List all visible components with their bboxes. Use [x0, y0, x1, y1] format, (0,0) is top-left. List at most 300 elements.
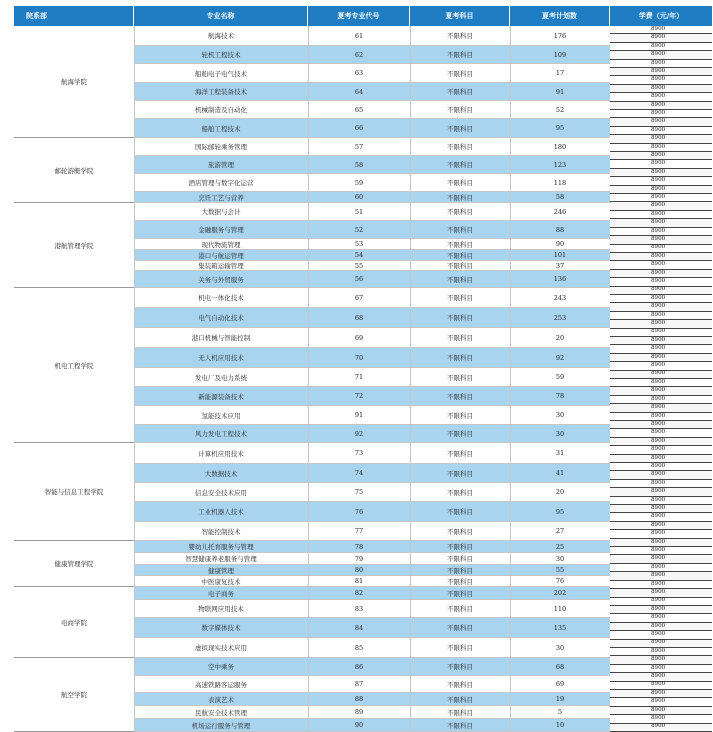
- plan-count-cell: 202: [553, 589, 567, 597]
- subject-cell: 不限科目: [447, 124, 473, 133]
- major-code-cell: 88: [354, 695, 364, 703]
- table-row: [134, 192, 610, 203]
- table-row: [134, 64, 610, 83]
- major-code-cell: 74: [354, 469, 364, 477]
- department-cell: 港航管理学院: [14, 203, 134, 288]
- major-code-cell: 75: [354, 488, 364, 496]
- major-name-cell: 氢能技术应用: [201, 411, 241, 420]
- fee-cell: 8900: [610, 455, 712, 463]
- fee-cell: 8900: [610, 135, 712, 143]
- major-name-cell: 港口机械与智能控制: [191, 334, 251, 342]
- major-code-cell: 63: [354, 69, 364, 77]
- major-name-cell: 集装箱运输管理: [198, 262, 244, 270]
- table-row: [134, 101, 610, 119]
- major-name-cell: 金融服务与管理: [198, 226, 244, 234]
- fee-cell: 8900: [610, 194, 712, 202]
- major-code-cell: 54: [354, 251, 364, 259]
- plan-count-cell: 30: [555, 554, 565, 563]
- table-row: [134, 26, 610, 46]
- fee-cell: 8900: [610, 68, 712, 76]
- subject-cell: 不限科目: [447, 624, 473, 632]
- table-row: [134, 156, 610, 174]
- fee-cell: 8900: [610, 690, 712, 698]
- subject-cell: 不限科目: [447, 449, 473, 458]
- major-name-cell: 计算机应用技术: [198, 449, 244, 458]
- major-code-cell: 60: [354, 193, 364, 201]
- major-name-cell: 关务与外贸服务: [198, 275, 244, 284]
- subject-cell: 不限科目: [447, 721, 473, 730]
- major-name-cell: 智慧健康养老服务与管理: [185, 555, 257, 563]
- plan-count-cell: 92: [555, 353, 565, 362]
- subject-cell: 不限科目: [447, 161, 473, 169]
- major-name-cell: 电气自动化技术: [198, 314, 244, 322]
- table-row: [134, 522, 610, 541]
- fee-cell: 8900: [610, 152, 712, 160]
- major-name-cell: 物联网应用技术: [198, 605, 244, 613]
- fee-cell: 8900: [610, 556, 712, 564]
- major-name-cell: 信息安全技术应用: [195, 488, 247, 497]
- subject-cell: 不限科目: [447, 527, 473, 536]
- major-code-cell: 67: [354, 293, 364, 302]
- plan-count-cell: 118: [553, 178, 567, 187]
- major-code-cell: 78: [354, 542, 364, 551]
- fee-cell: 8900: [610, 354, 712, 362]
- plan-count-cell: 123: [553, 160, 567, 169]
- fee-cell: 8900: [610, 102, 712, 110]
- fee-cell: 8900: [610, 245, 712, 253]
- major-name-cell: 民航安全技术管理: [195, 708, 247, 717]
- fee-cell: 8900: [610, 287, 712, 295]
- table-row: [134, 174, 610, 192]
- plan-count-cell: 10: [555, 721, 565, 729]
- department-cell: 电商学院: [14, 587, 134, 658]
- fee-cell: 8900: [610, 295, 712, 303]
- table-row: [134, 658, 610, 676]
- major-code-cell: 73: [354, 449, 364, 457]
- subject-cell: 不限科目: [447, 354, 473, 362]
- major-code-cell: 56: [354, 275, 364, 283]
- subject-cell: 不限科目: [447, 488, 473, 497]
- major-code-cell: 55: [354, 261, 364, 270]
- plan-count-cell: 17: [555, 69, 565, 77]
- table-row: [134, 261, 610, 271]
- plan-count-cell: 30: [555, 411, 565, 419]
- plan-count-cell: 88: [555, 225, 565, 234]
- subject-cell: 不限科目: [447, 275, 473, 284]
- major-code-cell: 90: [354, 721, 364, 729]
- major-code-cell: 82: [354, 589, 364, 597]
- subject-cell: 不限科目: [447, 680, 473, 689]
- subject-cell: 不限科目: [447, 392, 473, 401]
- table-row: [134, 288, 610, 308]
- major-code-cell: 58: [354, 160, 364, 169]
- fee-cell: 8900: [610, 648, 712, 656]
- column-divider: [134, 26, 135, 732]
- fee-cell: 8900: [610, 513, 712, 521]
- fee-cell: 8900: [610, 169, 712, 177]
- plan-count-cell: 55: [555, 566, 565, 574]
- subject-cell: 不限科目: [447, 334, 473, 342]
- major-name-cell: 酒店管理与数字化运营: [188, 179, 254, 187]
- plan-count-cell: 253: [553, 313, 567, 322]
- fee-cell: 8900: [610, 438, 712, 446]
- major-name-cell: 烹饪工艺与营养: [198, 193, 244, 202]
- fee-cell: 8900: [610, 589, 712, 597]
- table-row: [134, 443, 610, 464]
- major-code-cell: 85: [354, 643, 364, 652]
- major-code-cell: 70: [354, 353, 364, 362]
- major-name-cell: 表演艺术: [208, 695, 234, 704]
- subject-cell: 不限科目: [447, 193, 473, 202]
- subject-cell: 不限科目: [447, 314, 473, 322]
- department-cell: 航海学院: [14, 26, 134, 138]
- fee-cell: 8900: [610, 76, 712, 84]
- major-code-cell: 86: [354, 662, 364, 671]
- major-code-cell: 51: [354, 207, 364, 216]
- column-divider: [308, 26, 309, 732]
- subject-cell: 不限科目: [447, 251, 473, 260]
- fee-cell: 8900: [610, 43, 712, 51]
- major-name-cell: 现代物流管理: [201, 240, 241, 249]
- fee-cell: 8900: [610, 564, 712, 572]
- plan-count-cell: 69: [555, 680, 565, 688]
- department-cell: 航空学院: [14, 658, 134, 732]
- subject-cell: 不限科目: [447, 51, 473, 59]
- plan-count-cell: 19: [555, 695, 565, 703]
- fee-cell: 8900: [610, 598, 712, 606]
- fee-cell: 8900: [610, 614, 712, 622]
- plan-count-cell: 101: [553, 251, 567, 259]
- major-code-cell: 79: [354, 554, 364, 563]
- fee-cell: 8900: [610, 497, 712, 505]
- fee-cell: 8900: [610, 673, 712, 681]
- header-subject: 夏考科目: [410, 6, 510, 26]
- major-name-cell: 电子商务: [208, 589, 234, 598]
- major-code-cell: 71: [354, 373, 364, 381]
- major-name-cell: 工业机器人技术: [198, 508, 244, 516]
- fee-cell: 8900: [610, 337, 712, 345]
- table-row: [134, 119, 610, 138]
- table-row: [134, 565, 610, 576]
- major-name-cell: 无人机应用技术: [198, 354, 244, 362]
- fee-cell: 8900: [610, 623, 712, 631]
- table-row: [134, 239, 610, 250]
- plan-count-cell: 31: [555, 449, 565, 457]
- subject-cell: 不限科目: [447, 430, 473, 438]
- subject-cell: 不限科目: [447, 708, 473, 717]
- fee-cell: 8900: [610, 404, 712, 412]
- department-cell: 邮轮游艇学院: [14, 138, 134, 203]
- fee-cell: 8900: [610, 211, 712, 219]
- table-row: [134, 387, 610, 406]
- subject-cell: 不限科目: [447, 605, 473, 613]
- fee-cell: 8900: [610, 303, 712, 311]
- fee-cell: 8900: [610, 581, 712, 589]
- fee-cell: 8900: [610, 463, 712, 471]
- major-code-cell: 80: [354, 566, 364, 574]
- major-name-cell: 中医康复技术: [201, 577, 241, 586]
- fee-cell: 8900: [610, 253, 712, 261]
- major-name-cell: 智能控制技术: [201, 527, 241, 536]
- subject-cell: 不限科目: [447, 88, 473, 96]
- plan-count-cell: 20: [555, 488, 565, 496]
- fee-cell: 8900: [610, 320, 712, 328]
- plan-count-cell: 78: [555, 392, 565, 400]
- plan-count-cell: 25: [555, 542, 565, 551]
- subject-cell: 不限科目: [447, 106, 473, 114]
- major-name-cell: 大数据技术: [204, 469, 238, 478]
- plan-count-cell: 110: [553, 604, 567, 613]
- table-row: [134, 541, 610, 553]
- major-name-cell: 船舶工程技术: [201, 124, 241, 133]
- table-body: [14, 25, 712, 730]
- major-code-cell: 59: [354, 178, 364, 187]
- table-row: [134, 483, 610, 502]
- fee-cell: 8900: [610, 85, 712, 93]
- major-code-cell: 76: [354, 507, 364, 516]
- table-row: [134, 719, 610, 732]
- fee-cell: 8900: [610, 51, 712, 59]
- fee-cell: 8900: [610, 118, 712, 126]
- fee-cell: 8900: [610, 261, 712, 269]
- plan-count-cell: 135: [553, 623, 567, 632]
- major-name-cell: 船舶电子电气技术: [195, 69, 247, 78]
- major-code-cell: 57: [354, 142, 364, 151]
- subject-cell: 不限科目: [447, 644, 473, 652]
- plan-count-cell: 68: [555, 662, 565, 671]
- fee-cell: 8900: [610, 362, 712, 370]
- fee-cell: 8900: [610, 665, 712, 673]
- subject-cell: 不限科目: [447, 262, 473, 270]
- fee-cell: 8900: [610, 270, 712, 278]
- subject-cell: 不限科目: [447, 69, 473, 78]
- major-name-cell: 大数据与会计: [201, 208, 241, 216]
- fee-cell: 8900: [610, 110, 712, 118]
- fee-cell: 8900: [610, 228, 712, 236]
- major-code-cell: 61: [354, 31, 364, 40]
- subject-cell: 不限科目: [447, 695, 473, 704]
- table-row: [134, 368, 610, 387]
- fee-cell: 8900: [610, 127, 712, 135]
- major-code-cell: 53: [354, 240, 364, 248]
- fee-cell: 8900: [610, 278, 712, 286]
- major-name-cell: 海洋工程装备技术: [195, 88, 247, 96]
- major-name-cell: 旅游管理: [208, 161, 234, 169]
- department-cell: 机电工程学院: [14, 288, 134, 443]
- fee-cell: 8900: [610, 488, 712, 496]
- fee-cell: 8900: [610, 522, 712, 530]
- plan-count-cell: 30: [555, 429, 565, 438]
- header-code: 夏考专业代号: [308, 6, 410, 26]
- major-code-cell: 77: [354, 527, 364, 535]
- major-code-cell: 52: [354, 225, 364, 234]
- major-name-cell: 空中乘务: [208, 663, 234, 671]
- table-row: [134, 676, 610, 693]
- major-code-cell: 72: [354, 392, 364, 400]
- table-row: [134, 203, 610, 221]
- fee-cell: 8900: [610, 329, 712, 337]
- fee-cell: 8900: [610, 547, 712, 555]
- fee-cell: 8900: [610, 480, 712, 488]
- fee-cell: 8900: [610, 379, 712, 387]
- plan-count-cell: 41: [555, 469, 565, 477]
- fee-cell: 8900: [610, 640, 712, 648]
- header-major: 专业名称: [134, 6, 308, 26]
- plan-count-cell: 91: [555, 87, 565, 96]
- table-row: [134, 308, 610, 328]
- plan-count-cell: 243: [553, 293, 567, 302]
- subject-cell: 不限科目: [447, 32, 473, 40]
- subject-cell: 不限科目: [447, 663, 473, 671]
- plan-count-cell: 180: [553, 142, 567, 151]
- table-row: [134, 328, 610, 348]
- major-name-cell: 高速铁路客运服务: [195, 680, 247, 689]
- major-code-cell: 68: [354, 313, 364, 322]
- table-row: [134, 600, 610, 618]
- major-name-cell: 风力发电工程技术: [195, 430, 247, 438]
- major-name-cell: 新能源装备技术: [198, 392, 244, 401]
- major-code-cell: 83: [354, 604, 364, 613]
- major-code-cell: 84: [354, 623, 364, 632]
- department-cell: 健康管理学院: [14, 541, 134, 587]
- fee-cell: 8900: [610, 606, 712, 614]
- major-name-cell: 虚拟现实技术应用: [195, 644, 247, 652]
- header-fee: 学费（元/年）: [610, 6, 712, 26]
- subject-cell: 不限科目: [447, 208, 473, 216]
- major-name-cell: 机场运行服务与管理: [191, 721, 251, 730]
- fee-cell: 8900: [610, 387, 712, 395]
- plan-count-cell: 52: [555, 105, 565, 114]
- fee-cell: 8900: [610, 396, 712, 404]
- plan-count-cell: 90: [555, 240, 565, 248]
- major-code-cell: 66: [354, 124, 364, 132]
- fee-cell: 8900: [610, 656, 712, 664]
- subject-cell: 不限科目: [447, 589, 473, 598]
- table-row: [134, 138, 610, 156]
- major-code-cell: 62: [354, 50, 364, 59]
- fee-cell: 8900: [610, 177, 712, 185]
- fee-cell: 8900: [610, 312, 712, 320]
- fee-cell: 8900: [610, 93, 712, 101]
- table-row: [134, 587, 610, 600]
- major-code-cell: 87: [354, 680, 364, 688]
- major-name-cell: 航海技术: [208, 32, 234, 40]
- subject-cell: 不限科目: [447, 469, 473, 478]
- subject-cell: 不限科目: [447, 543, 473, 551]
- subject-cell: 不限科目: [447, 294, 473, 302]
- major-code-cell: 92: [354, 429, 364, 438]
- subject-cell: 不限科目: [447, 411, 473, 420]
- fee-cell: 8900: [610, 429, 712, 437]
- fee-cell: 8900: [610, 539, 712, 547]
- subject-cell: 不限科目: [447, 577, 473, 586]
- fee-cell: 8900: [610, 236, 712, 244]
- plan-count-cell: 95: [555, 507, 565, 516]
- plan-count-cell: 136: [553, 275, 567, 283]
- table-row: [134, 464, 610, 483]
- table-row: [134, 693, 610, 706]
- fee-cell: 8900: [610, 371, 712, 379]
- fee-cell: 8900: [610, 345, 712, 353]
- table-row: [134, 250, 610, 261]
- plan-count-cell: 20: [555, 333, 565, 342]
- department-cell: 智能与信息工程学院: [14, 443, 134, 541]
- subject-cell: 不限科目: [447, 555, 473, 563]
- plan-count-cell: 59: [555, 373, 565, 381]
- plan-count-cell: 76: [555, 577, 565, 585]
- subject-cell: 不限科目: [447, 508, 473, 516]
- subject-cell: 不限科目: [447, 226, 473, 234]
- plan-count-cell: 27: [555, 527, 565, 535]
- fee-cell: 8900: [610, 60, 712, 68]
- fee-cell: 8900: [610, 144, 712, 152]
- table-row: [134, 706, 610, 719]
- fee-cell: 8900: [610, 219, 712, 227]
- column-divider: [510, 26, 511, 732]
- plan-count-cell: 176: [553, 31, 567, 40]
- fee-cell: 8900: [610, 26, 712, 34]
- plan-count-cell: 109: [553, 50, 567, 59]
- table-row: [134, 425, 610, 443]
- fee-cell: 8900: [610, 471, 712, 479]
- subject-cell: 不限科目: [447, 179, 473, 187]
- header-plan: 夏考计划数: [510, 6, 610, 26]
- major-name-cell: 机电一体化技术: [198, 294, 244, 302]
- subject-cell: 不限科目: [447, 240, 473, 249]
- major-name-cell: 发电厂及电力系统: [195, 373, 247, 382]
- fee-cell: 8900: [610, 724, 712, 732]
- fee-cell: 8900: [610, 682, 712, 690]
- major-code-cell: 64: [354, 87, 364, 96]
- fee-cell: 8900: [610, 34, 712, 42]
- table-row: [134, 46, 610, 64]
- major-code-cell: 91: [354, 411, 364, 419]
- major-name-cell: 轮机工程技术: [201, 51, 241, 59]
- major-name-cell: 机械制造及自动化: [195, 106, 247, 114]
- table-row: [134, 83, 610, 101]
- fee-cell: 8900: [610, 572, 712, 580]
- major-code-cell: 69: [354, 333, 364, 342]
- major-name-cell: 数字媒体技术: [201, 624, 241, 632]
- plan-count-cell: 246: [553, 207, 567, 216]
- major-code-cell: 65: [354, 105, 364, 114]
- subject-cell: 不限科目: [447, 143, 473, 151]
- fee-cell: 8900: [610, 530, 712, 538]
- major-name-cell: 港口与航运管理: [198, 251, 244, 260]
- fee-cell: 8900: [610, 707, 712, 715]
- table-row: [134, 553, 610, 565]
- fee-cell: 8900: [610, 505, 712, 513]
- fee-cell: 8900: [610, 715, 712, 723]
- fee-cell: 8900: [610, 203, 712, 211]
- plan-count-cell: 37: [555, 261, 565, 270]
- table-row: [134, 406, 610, 425]
- fee-cell: 8900: [610, 160, 712, 168]
- table-row: [134, 638, 610, 658]
- table-row: [134, 348, 610, 368]
- plan-count-cell: 30: [555, 643, 565, 652]
- table-row: [134, 576, 610, 587]
- subject-cell: 不限科目: [447, 373, 473, 382]
- fee-cell: 8900: [610, 631, 712, 639]
- plan-count-cell: 5: [557, 708, 563, 716]
- major-code-cell: 81: [354, 577, 364, 585]
- fee-cell: 8900: [610, 698, 712, 706]
- table-row: [134, 502, 610, 522]
- header-dept: 院系部: [14, 6, 134, 26]
- major-name-cell: 健康管理: [208, 566, 234, 575]
- fee-cell: 8900: [610, 186, 712, 194]
